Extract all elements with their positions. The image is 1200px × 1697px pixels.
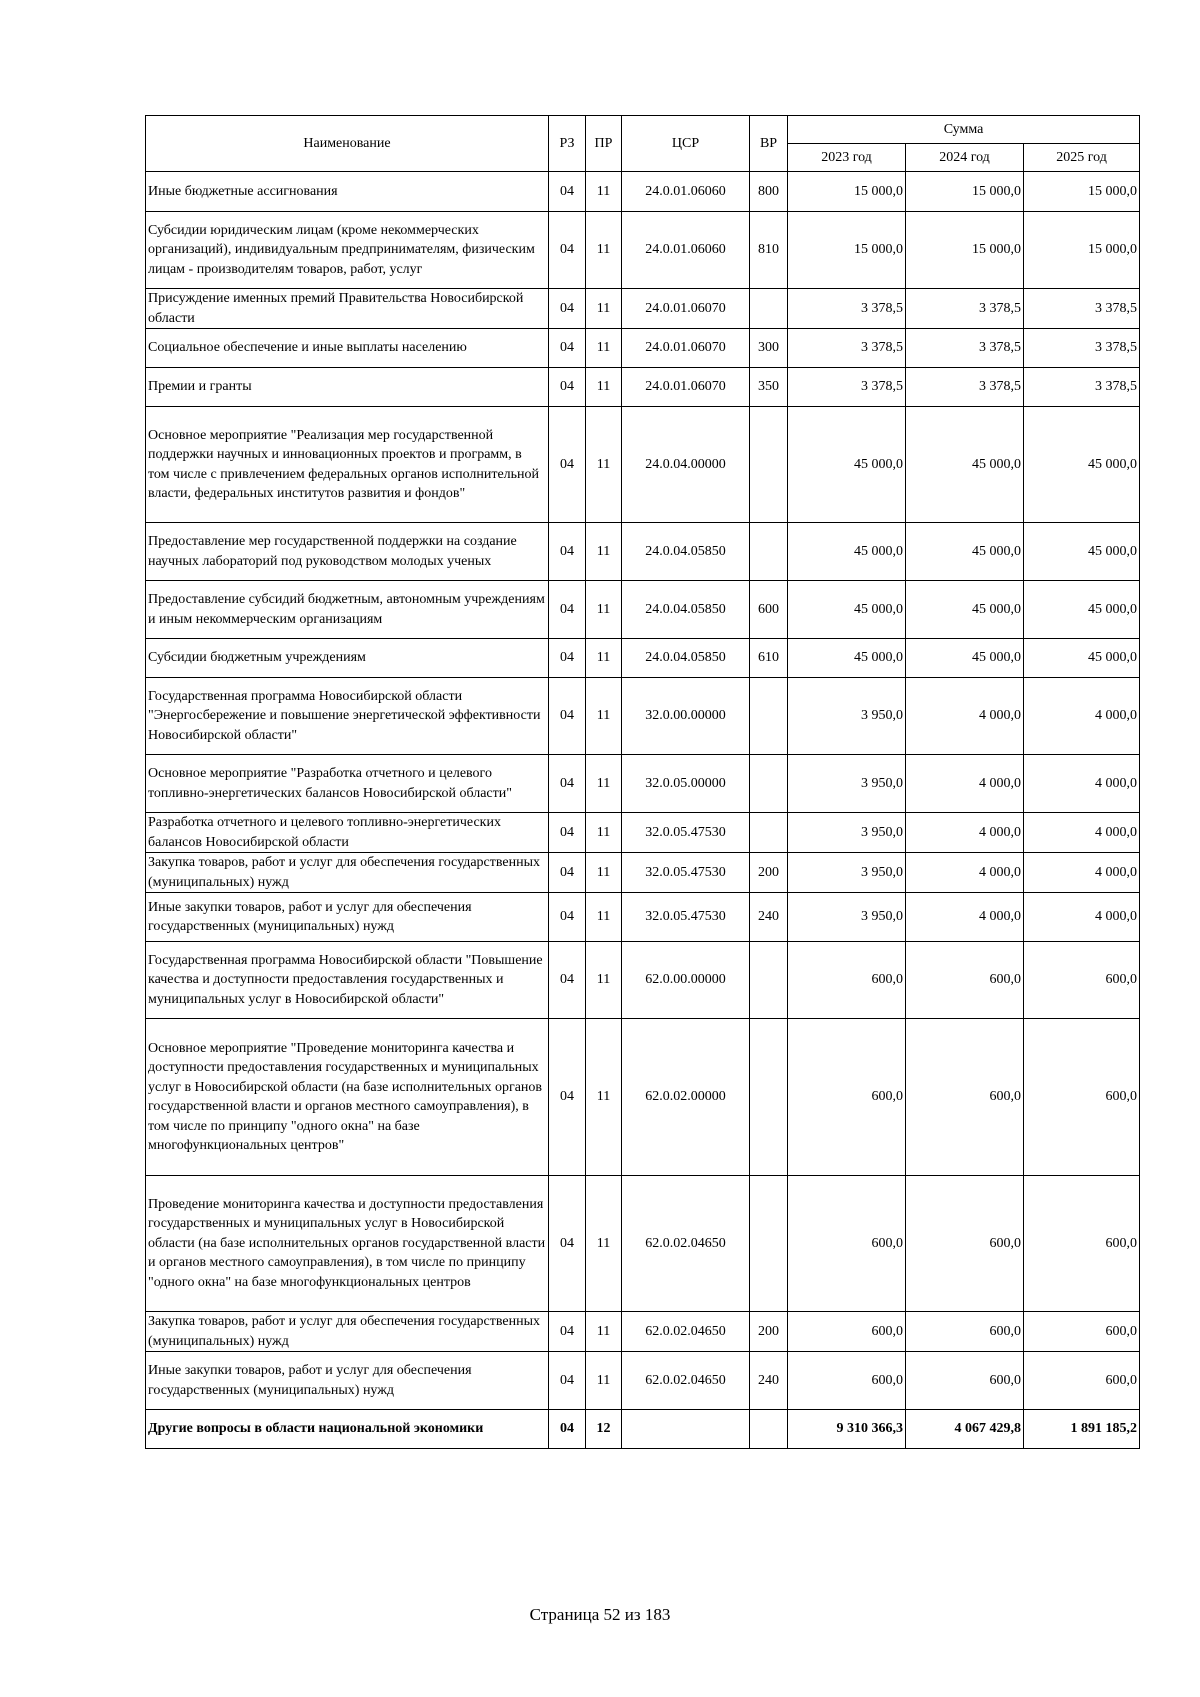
row-sum-2025: 600,0 xyxy=(1024,1312,1140,1352)
row-csr: 24.0.04.05850 xyxy=(622,639,750,678)
table-row xyxy=(146,407,1140,523)
row-vr xyxy=(750,1176,788,1312)
row-name: Предоставление субсидий бюджетным, автономным учреждениям и иным некоммерческим организациям xyxy=(146,581,549,639)
row-sum-2025: 600,0 xyxy=(1024,1019,1140,1176)
row-sum-2025: 45 000,0 xyxy=(1024,581,1140,639)
row-csr: 24.0.01.06060 xyxy=(622,172,750,212)
row-pr: 11 xyxy=(586,893,622,942)
row-rz: 04 xyxy=(549,1312,586,1352)
row-sum-2023: 9 310 366,3 xyxy=(788,1410,906,1449)
row-rz: 04 xyxy=(549,1019,586,1176)
row-rz: 04 xyxy=(549,755,586,813)
row-csr: 32.0.05.47530 xyxy=(622,893,750,942)
row-sum-2025: 45 000,0 xyxy=(1024,639,1140,678)
row-csr: 24.0.01.06070 xyxy=(622,289,750,329)
row-name: Иные закупки товаров, работ и услуг для обеспечения государственных (муниципальных) нужд xyxy=(146,1352,549,1410)
table-row xyxy=(146,853,1140,893)
row-name: Иные бюджетные ассигнования xyxy=(146,172,549,212)
table-row xyxy=(146,1176,1140,1312)
row-rz: 04 xyxy=(549,329,586,368)
row-pr: 11 xyxy=(586,755,622,813)
row-pr: 11 xyxy=(586,1019,622,1176)
row-csr: 62.0.02.04650 xyxy=(622,1176,750,1312)
row-sum-2024: 45 000,0 xyxy=(906,639,1024,678)
row-sum-2025: 45 000,0 xyxy=(1024,407,1140,523)
row-sum-2024: 3 378,5 xyxy=(906,329,1024,368)
row-csr: 24.0.04.05850 xyxy=(622,523,750,581)
row-sum-2025: 15 000,0 xyxy=(1024,212,1140,289)
row-vr xyxy=(750,678,788,755)
row-sum-2024: 4 000,0 xyxy=(906,755,1024,813)
row-vr: 240 xyxy=(750,893,788,942)
row-name: Премии и гранты xyxy=(146,368,549,407)
row-pr: 11 xyxy=(586,212,622,289)
row-sum-2025: 45 000,0 xyxy=(1024,523,1140,581)
row-vr: 300 xyxy=(750,329,788,368)
table-row xyxy=(146,678,1140,755)
row-pr: 11 xyxy=(586,289,622,329)
table-row xyxy=(146,368,1140,407)
row-vr xyxy=(750,813,788,853)
table-row xyxy=(146,329,1140,368)
row-sum-2024: 600,0 xyxy=(906,942,1024,1019)
row-pr: 11 xyxy=(586,407,622,523)
row-sum-2025: 600,0 xyxy=(1024,942,1140,1019)
row-sum-2023: 600,0 xyxy=(788,1352,906,1410)
row-sum-2024: 15 000,0 xyxy=(906,212,1024,289)
row-vr: 200 xyxy=(750,1312,788,1352)
row-pr: 11 xyxy=(586,678,622,755)
row-name: Предоставление мер государственной поддержки на создание научных лабораторий под руководством молодых ученых xyxy=(146,523,549,581)
table-row xyxy=(146,1019,1140,1176)
row-rz: 04 xyxy=(549,581,586,639)
header-2023: 2023 год xyxy=(788,144,906,172)
table-row xyxy=(146,893,1140,942)
header-2024: 2024 год xyxy=(906,144,1024,172)
row-rz: 04 xyxy=(549,853,586,893)
row-vr xyxy=(750,1410,788,1449)
row-sum-2025: 15 000,0 xyxy=(1024,172,1140,212)
row-name: Другие вопросы в области национальной экономики xyxy=(146,1410,549,1449)
row-vr: 200 xyxy=(750,853,788,893)
row-sum-2025: 600,0 xyxy=(1024,1176,1140,1312)
row-sum-2023: 3 950,0 xyxy=(788,678,906,755)
row-csr: 62.0.02.04650 xyxy=(622,1352,750,1410)
row-pr: 11 xyxy=(586,581,622,639)
row-sum-2025: 1 891 185,2 xyxy=(1024,1410,1140,1449)
row-sum-2023: 600,0 xyxy=(788,1312,906,1352)
row-name: Основное мероприятие "Реализация мер государственной поддержки научных и инновационных проектов и программ, в том числе с привлечением федеральных органов исполнительной власти, федеральных институтов развития и фондов" xyxy=(146,407,549,523)
row-sum-2025: 3 378,5 xyxy=(1024,289,1140,329)
row-sum-2023: 3 950,0 xyxy=(788,813,906,853)
row-csr xyxy=(622,1410,750,1449)
row-pr: 11 xyxy=(586,329,622,368)
header-2025: 2025 год xyxy=(1024,144,1140,172)
row-csr: 62.0.02.04650 xyxy=(622,1312,750,1352)
table-row xyxy=(146,639,1140,678)
row-csr: 62.0.00.00000 xyxy=(622,942,750,1019)
row-pr: 11 xyxy=(586,639,622,678)
row-sum-2025: 4 000,0 xyxy=(1024,678,1140,755)
row-name: Закупка товаров, работ и услуг для обеспечения государственных (муниципальных) нужд xyxy=(146,1312,549,1352)
row-vr xyxy=(750,942,788,1019)
row-vr: 350 xyxy=(750,368,788,407)
table-row xyxy=(146,942,1140,1019)
header-sum: Сумма xyxy=(788,116,1140,144)
row-vr: 240 xyxy=(750,1352,788,1410)
row-name: Государственная программа Новосибирской области "Энергосбережение и повышение энергетической эффективности Новосибирской области" xyxy=(146,678,549,755)
row-pr: 11 xyxy=(586,1352,622,1410)
row-name: Социальное обеспечение и иные выплаты населению xyxy=(146,329,549,368)
row-sum-2024: 3 378,5 xyxy=(906,368,1024,407)
row-name: Субсидии бюджетным учреждениям xyxy=(146,639,549,678)
row-vr xyxy=(750,755,788,813)
row-sum-2024: 45 000,0 xyxy=(906,581,1024,639)
row-rz: 04 xyxy=(549,639,586,678)
row-rz: 04 xyxy=(549,1410,586,1449)
row-pr: 12 xyxy=(586,1410,622,1449)
row-rz: 04 xyxy=(549,523,586,581)
row-sum-2024: 3 378,5 xyxy=(906,289,1024,329)
header-rz: РЗ xyxy=(549,116,586,172)
row-sum-2024: 15 000,0 xyxy=(906,172,1024,212)
row-sum-2023: 15 000,0 xyxy=(788,212,906,289)
table-row xyxy=(146,1312,1140,1352)
row-vr: 800 xyxy=(750,172,788,212)
row-name: Основное мероприятие "Проведение мониторинга качества и доступности предоставления государственных и муниципальных услуг в Новосибирской области (на базе исполнительных органов государственной власти и органов местного самоуправления), в том числе по принципу "одного окна" на базе многофункциональных центров" xyxy=(146,1019,549,1176)
row-sum-2023: 600,0 xyxy=(788,942,906,1019)
row-pr: 11 xyxy=(586,813,622,853)
row-csr: 24.0.01.06070 xyxy=(622,329,750,368)
row-sum-2025: 3 378,5 xyxy=(1024,329,1140,368)
row-csr: 24.0.04.00000 xyxy=(622,407,750,523)
row-name: Иные закупки товаров, работ и услуг для обеспечения государственных (муниципальных) нужд xyxy=(146,893,549,942)
row-rz: 04 xyxy=(549,1352,586,1410)
header-pr: ПР xyxy=(586,116,622,172)
row-csr: 24.0.01.06070 xyxy=(622,368,750,407)
row-rz: 04 xyxy=(549,407,586,523)
row-csr: 32.0.05.47530 xyxy=(622,813,750,853)
row-sum-2024: 600,0 xyxy=(906,1352,1024,1410)
row-sum-2024: 4 000,0 xyxy=(906,813,1024,853)
row-sum-2024: 4 067 429,8 xyxy=(906,1410,1024,1449)
page-number: Страница 52 из 183 xyxy=(529,1605,671,1624)
row-pr: 11 xyxy=(586,942,622,1019)
table-row xyxy=(146,212,1140,289)
row-vr: 610 xyxy=(750,639,788,678)
row-sum-2024: 600,0 xyxy=(906,1176,1024,1312)
row-sum-2024: 4 000,0 xyxy=(906,893,1024,942)
table-row xyxy=(146,813,1140,853)
row-sum-2023: 45 000,0 xyxy=(788,407,906,523)
row-sum-2023: 3 950,0 xyxy=(788,893,906,942)
row-name: Основное мероприятие "Разработка отчетного и целевого топливно-энергетических балансов Новосибирской области" xyxy=(146,755,549,813)
row-name: Проведение мониторинга качества и доступности предоставления государственных и муниципальных услуг в Новосибирской области (на базе исполнительных органов государственной власти и органов местного самоуправления), в том числе по принципу "одного окна" на базе многофункциональных центров xyxy=(146,1176,549,1312)
table-row xyxy=(146,1410,1140,1449)
row-sum-2024: 45 000,0 xyxy=(906,407,1024,523)
table-row xyxy=(146,581,1140,639)
row-sum-2023: 600,0 xyxy=(788,1019,906,1176)
table-row xyxy=(146,755,1140,813)
row-sum-2025: 3 378,5 xyxy=(1024,368,1140,407)
row-rz: 04 xyxy=(549,368,586,407)
row-sum-2025: 4 000,0 xyxy=(1024,755,1140,813)
row-vr xyxy=(750,1019,788,1176)
row-sum-2023: 3 950,0 xyxy=(788,755,906,813)
row-name: Присуждение именных премий Правительства Новосибирской области xyxy=(146,289,549,329)
table-body xyxy=(146,172,1140,1449)
row-vr xyxy=(750,289,788,329)
row-name: Разработка отчетного и целевого топливно-энергетических балансов Новосибирской области xyxy=(146,813,549,853)
row-pr: 11 xyxy=(586,368,622,407)
row-vr: 600 xyxy=(750,581,788,639)
row-pr: 11 xyxy=(586,523,622,581)
row-name: Государственная программа Новосибирской области "Повышение качества и доступности предоставления государственных и муниципальных услуг в Новосибирской области" xyxy=(146,942,549,1019)
row-sum-2023: 3 950,0 xyxy=(788,853,906,893)
row-sum-2024: 600,0 xyxy=(906,1019,1024,1176)
row-rz: 04 xyxy=(549,289,586,329)
row-rz: 04 xyxy=(549,942,586,1019)
row-sum-2024: 45 000,0 xyxy=(906,523,1024,581)
row-vr xyxy=(750,523,788,581)
row-pr: 11 xyxy=(586,853,622,893)
row-csr: 32.0.00.00000 xyxy=(622,678,750,755)
row-sum-2025: 4 000,0 xyxy=(1024,853,1140,893)
row-name: Закупка товаров, работ и услуг для обеспечения государственных (муниципальных) нужд xyxy=(146,853,549,893)
row-sum-2023: 45 000,0 xyxy=(788,523,906,581)
row-sum-2024: 4 000,0 xyxy=(906,678,1024,755)
table-row xyxy=(146,289,1140,329)
header-name: Наименование xyxy=(146,116,549,172)
row-sum-2024: 4 000,0 xyxy=(906,853,1024,893)
row-sum-2023: 3 378,5 xyxy=(788,368,906,407)
row-vr xyxy=(750,407,788,523)
row-sum-2024: 600,0 xyxy=(906,1312,1024,1352)
row-sum-2023: 45 000,0 xyxy=(788,581,906,639)
table-row xyxy=(146,1352,1140,1410)
table-row xyxy=(146,523,1140,581)
row-sum-2023: 45 000,0 xyxy=(788,639,906,678)
row-sum-2023: 15 000,0 xyxy=(788,172,906,212)
row-csr: 62.0.02.00000 xyxy=(622,1019,750,1176)
row-rz: 04 xyxy=(549,813,586,853)
row-rz: 04 xyxy=(549,1176,586,1312)
row-sum-2025: 4 000,0 xyxy=(1024,893,1140,942)
table-row xyxy=(146,172,1140,212)
row-rz: 04 xyxy=(549,678,586,755)
row-rz: 04 xyxy=(549,172,586,212)
row-pr: 11 xyxy=(586,1176,622,1312)
row-sum-2025: 4 000,0 xyxy=(1024,813,1140,853)
row-pr: 11 xyxy=(586,1312,622,1352)
row-rz: 04 xyxy=(549,212,586,289)
row-sum-2023: 3 378,5 xyxy=(788,329,906,368)
row-csr: 24.0.04.05850 xyxy=(622,581,750,639)
row-vr: 810 xyxy=(750,212,788,289)
table-header xyxy=(146,116,1140,172)
row-name: Субсидии юридическим лицам (кроме некоммерческих организаций), индивидуальным предпринимателям, физическим лицам - производителям товаров, работ, услуг xyxy=(146,212,549,289)
header-csr: ЦСР xyxy=(622,116,750,172)
header-vr: ВР xyxy=(750,116,788,172)
row-rz: 04 xyxy=(549,893,586,942)
row-pr: 11 xyxy=(586,172,622,212)
row-csr: 32.0.05.47530 xyxy=(622,853,750,893)
row-csr: 24.0.01.06060 xyxy=(622,212,750,289)
row-csr: 32.0.05.00000 xyxy=(622,755,750,813)
row-sum-2023: 3 378,5 xyxy=(788,289,906,329)
budget-table xyxy=(145,115,1140,1449)
row-sum-2025: 600,0 xyxy=(1024,1352,1140,1410)
row-sum-2023: 600,0 xyxy=(788,1176,906,1312)
